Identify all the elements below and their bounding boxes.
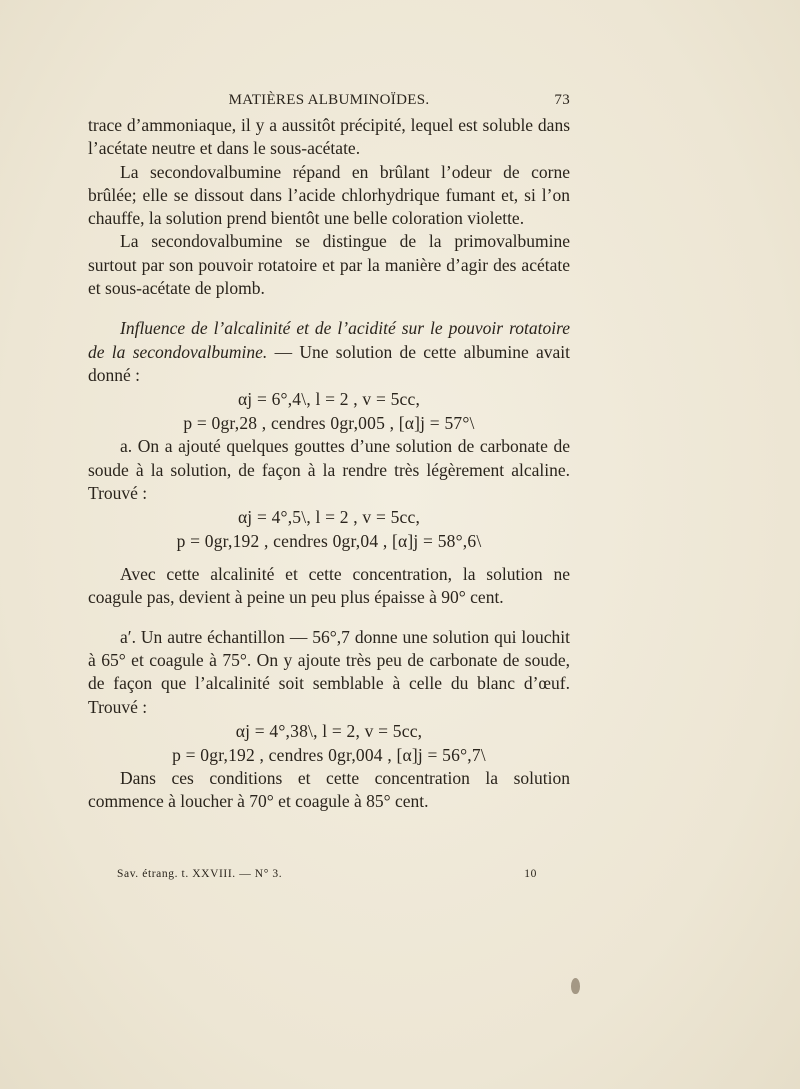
paragraph-avec: Avec cette alcalinité et cette concentration, la solution ne coagule pas, devient à peine un peu plus épaisse à 90° cent. [88,564,570,608]
signature-number: 10 [524,868,537,880]
formula-1-line-1: αj = 6°,4\, l = 2 , v = 5cc, [237,389,421,410]
section-heading-italic: Influence de l’alcalinité et de l’acidité sur le pouvoir rotatoire de la secondovalbumine. [88,318,570,362]
page-number: 73 [554,92,570,108]
formula-3-line-2: p = 0gr,192 , cendres 0gr,004 , [α]j = 56°,7\ [172,744,486,765]
paragraph-dans: Dans ces conditions et cette concentration la solution commence à loucher à 70° et coagule à 85° cent. [88,767,570,812]
running-head [88,92,570,112]
formula-2-line-1: αj = 4°,5\, l = 2 , v = 5cc, [237,507,421,528]
section-heading [88,317,570,387]
paragraph-a: a. On a ajouté quelques gouttes d’une solution de carbonate de soude à la solution, de façon à la rendre très légèrement alcaline. Trouvé : [88,436,570,503]
formula-1-line-2: p = 0gr,28 , cendres 0gr,005 , [α]j = 57°\ [183,413,475,434]
body-text [88,114,570,814]
paper-blemish [571,978,580,994]
paragraph-odeur: La secondovalbumine répand en brûlant l’odeur de corne brûlée; elle se dissout dans l’acide chlorhydrique fumant et, si l’on chauffe, la solution prend bientôt une belle coloration violette. [88,161,570,229]
formula-3-line-1: αj = 4°,38\, l = 2, v = 5cc, [235,720,423,741]
paragraph-continuation: trace d’ammoniaque, il y a aussitôt précipité, lequel est soluble dans l’acétate neutre et dans le sous-acétate. [88,115,570,159]
section-heading-rest: — Une solution de cette albumine avait donné : [88,341,570,385]
formula-2-line-2: p = 0gr,192 , cendres 0gr,04 , [α]j = 58°,6\ [176,531,482,552]
paragraph-distingue: La secondovalbumine se distingue de la primovalbumine surtout par son pouvoir rotatoire et par la manière d’agir des acétate et sous-acétate de plomb. [88,231,570,299]
paragraph-a-prime: a′. Un autre échantillon — 56°,7 donne une solution qui louchit à 65° et coagule à 75°. On y ajoute très peu de carbonate de soude, de façon que l’alcalinité soit semblable à celle du blanc d’œuf. Trouvé : [88,626,570,717]
running-head-title: MATIÈRES ALBUMINOÏDES. [228,92,430,108]
signature-mark: Sav. étrang. t. XXVIII. — N° 3. [117,868,283,880]
